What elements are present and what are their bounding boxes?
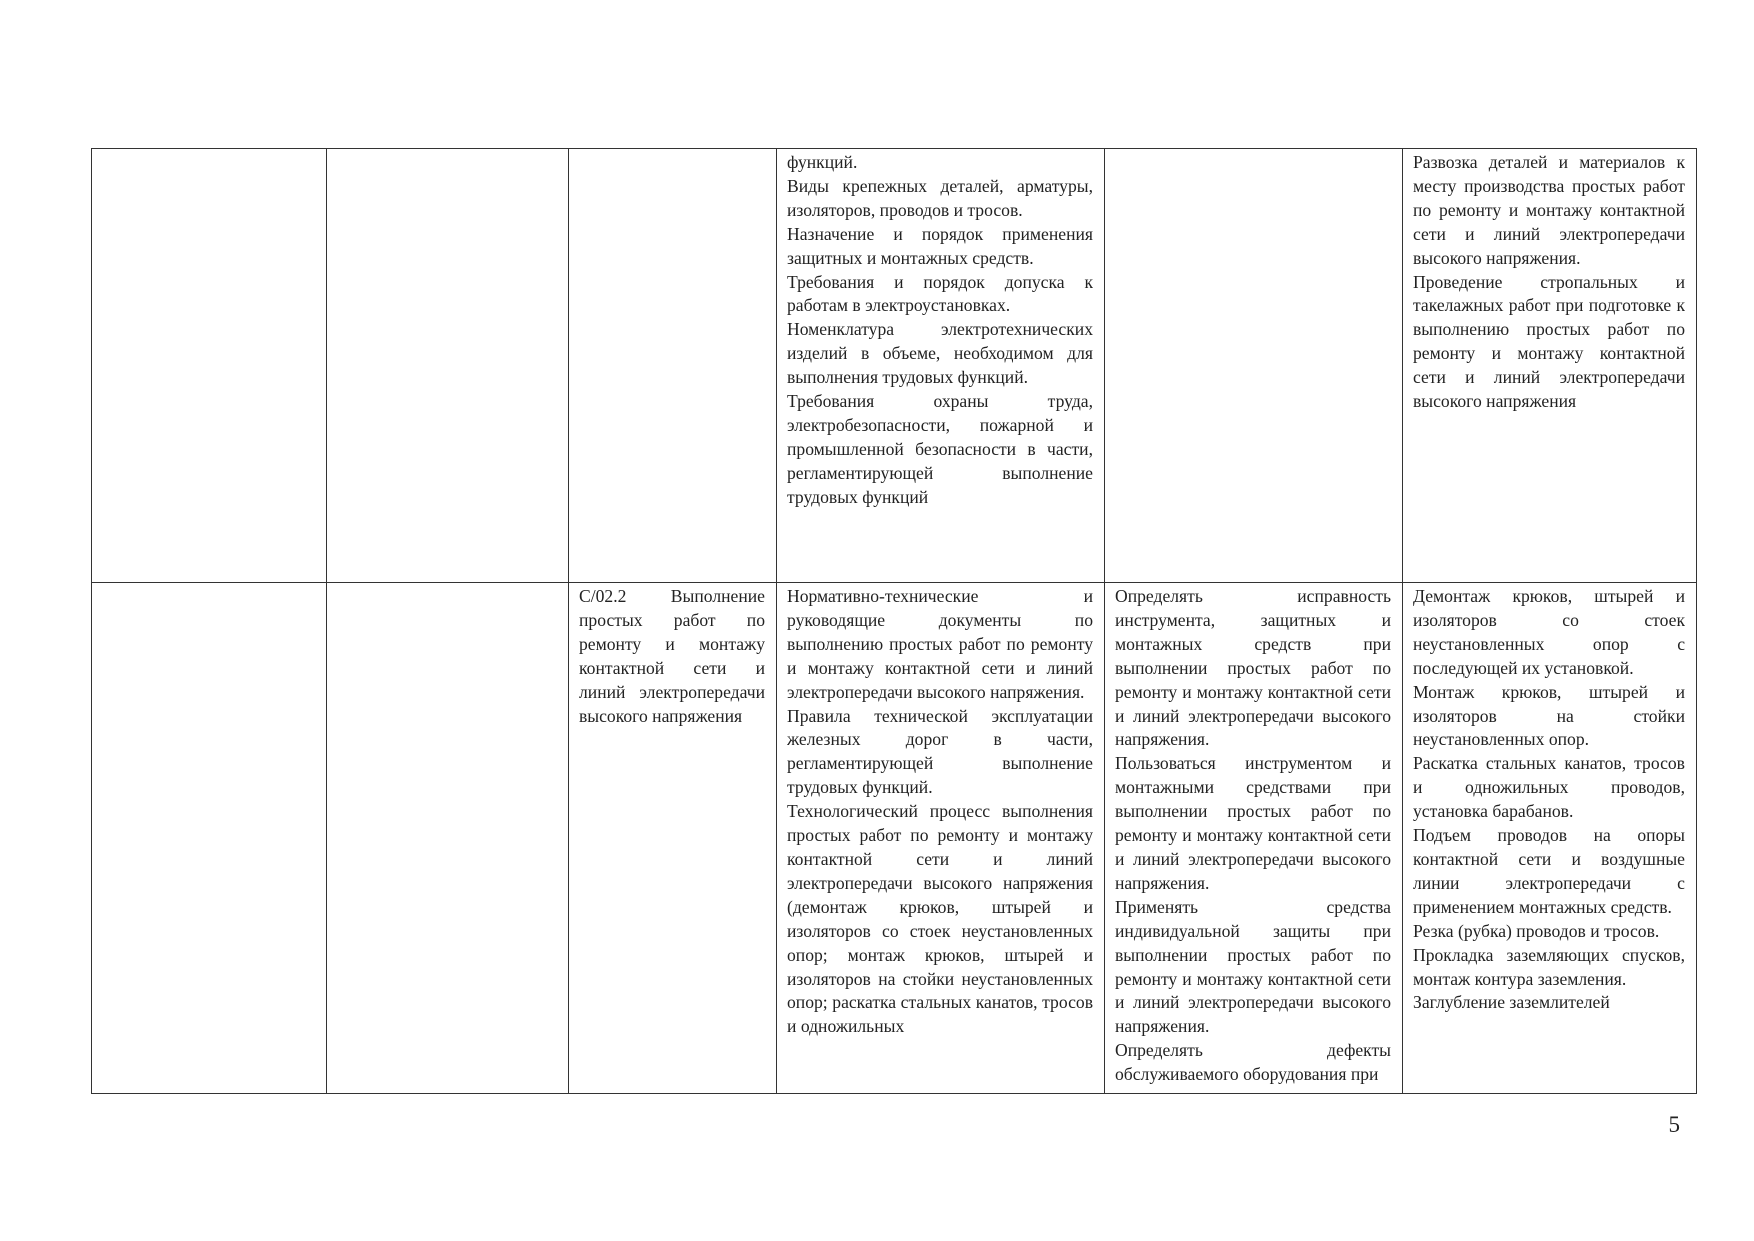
action-item: Раскатка стальных канатов, тросов и одножильных проводов, установка барабанов. xyxy=(1413,753,1685,822)
action-item: Резка (рубка) проводов и тросов. xyxy=(1413,920,1660,941)
table-cell-empty xyxy=(327,149,569,583)
skill-item: Пользоваться инструментом и монтажными средствами при выполнении простых работ по ремонту и монтажу контактной сети и линий электропередачи высокого напряжения. xyxy=(1115,753,1391,893)
action-item: Монтаж крюков, штырей и изоляторов на стойки неустановленных опор. xyxy=(1413,681,1685,750)
table-cell-empty xyxy=(92,149,327,583)
skills-cell xyxy=(1105,149,1403,583)
labor-function-text: С/02.2 Выполнение простых работ по ремонту и монтажу контактной сети и линий электропередачи высокого напряжения xyxy=(579,586,765,726)
knowledge-item: Правила технической эксплуатации железных дорог в части, регламентирующей выполнение трудовых функций. xyxy=(787,705,1093,798)
page-number: 5 xyxy=(1668,1112,1680,1137)
labor-function-cell xyxy=(569,583,777,1094)
action-item: Проведение стропальных и такелажных работ при подготовке к выполнению простых работ по ремонту и монтажу контактной сети и линий электропередачи высокого напряжения xyxy=(1413,271,1685,412)
table-cell-empty xyxy=(327,583,569,1094)
knowledge-item: Виды крепежных деталей, арматуры, изоляторов, проводов и тросов. xyxy=(787,175,1093,220)
actions-cell xyxy=(1403,149,1697,583)
skills-cell xyxy=(1105,583,1403,1094)
action-item: Прокладка заземляющих спусков, монтаж контура заземления. xyxy=(1413,944,1685,989)
table-row xyxy=(92,149,1697,583)
table-row xyxy=(92,583,1697,1094)
knowledge-item: функций. xyxy=(787,152,858,172)
actions-cell xyxy=(1403,583,1697,1094)
knowledge-item: Номенклатура электротехнических изделий в объеме, необходимом для выполнения трудовых функций. xyxy=(787,319,1093,388)
action-item: Подъем проводов на опоры контактной сети и воздушные линии электропередачи с применением монтажных средств. xyxy=(1413,825,1685,917)
knowledge-cell xyxy=(777,583,1105,1094)
knowledge-item: Требования и порядок допуска к работам в электроустановках. xyxy=(787,271,1093,316)
action-item: Развозка деталей и материалов к месту производства простых работ по ремонту и монтажу контактной сети и линий электропередачи высокого напряжения. xyxy=(1413,152,1685,268)
skill-item: Применять средства индивидуальной защиты при выполнении простых работ по ремонту и монтажу контактной сети и линий электропередачи высокого напряжения. xyxy=(1115,896,1391,1037)
knowledge-cell xyxy=(777,149,1105,583)
knowledge-item: Нормативно-технические и руководящие документы по выполнению простых работ по ремонту и монтажу контактной сети и линий электропередачи высокого напряжения. xyxy=(787,586,1093,702)
action-item: Демонтаж крюков, штырей и изоляторов со стоек неустановленных опор с последующей их установкой. xyxy=(1413,586,1685,678)
action-item: Заглубление заземлителей xyxy=(1413,992,1610,1013)
skill-item: Определять исправность инструмента, защитных и монтажных средств при выполнении простых работ по ремонту и монтажу контактной сети и линий электропередачи высокого напряжения. xyxy=(1115,586,1391,750)
skill-item: Определять дефекты обслуживаемого оборудования при xyxy=(1115,1040,1391,1085)
labor-function-cell xyxy=(569,149,777,583)
table-cell-empty xyxy=(92,583,327,1094)
competency-table xyxy=(91,148,1697,1094)
knowledge-item: Назначение и порядок применения защитных и монтажных средств. xyxy=(787,223,1093,268)
knowledge-item: Технологический процесс выполнения простых работ по ремонту и монтажу контактной сети и линий электропередачи высокого напряжения (демонтаж крюков, штырей и изоляторов со стоек неустановленных опор; монтаж крюков, штырей и изоляторов на стойки неустановленных опор; раскатка стальных канатов, тросов и одножильных xyxy=(787,801,1093,1037)
knowledge-item: Требования охраны труда, электробезопасности, пожарной и промышленной безопасности в части, регламентирующей выполнение трудовых функций xyxy=(787,391,1093,507)
